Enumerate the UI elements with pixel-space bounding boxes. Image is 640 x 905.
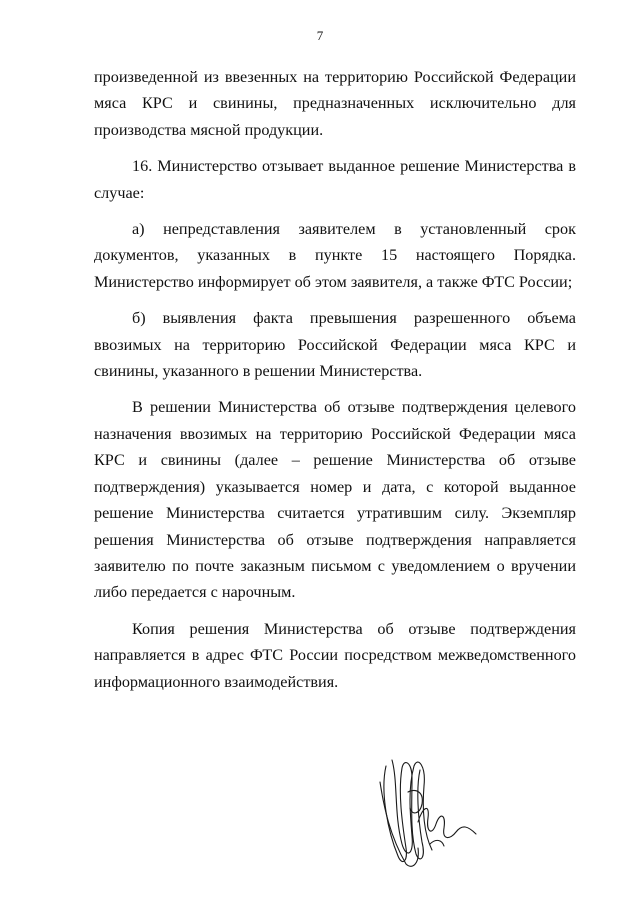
paragraph-subitem-b: б) выявления факта превышения разрешенного объема ввозимых на территорию Российской Федерации мяса КРС и свинины, указанного в решении Министерства. <box>94 309 576 381</box>
paragraph-revocation-decision: В решении Министерства об отзыве подтверждения целевого назначения ввозимых на территорию Российской Федерации мяса КРС и свинины (далее – решение Министерства об отзыве подтверждения) указывается номер и дата, с которой выданное решение Министерства считается утратившим силу. Экземпляр решения Министерства об отзыве подтверждения направляется заявителю по почте заказным письмом с уведомлением о вручении либо передается с нарочным. <box>94 398 576 602</box>
paragraph-continuation: произведенной из ввезенных на территорию Российской Федерации мяса КРС и свинины, предназначенных исключительно для производства мясной продукции. <box>94 68 576 139</box>
handwritten-signature <box>372 752 482 872</box>
body-text <box>94 64 576 705</box>
paragraph-item-16: 16. Министерство отзывает выданное решение Министерства в случае: <box>94 157 576 202</box>
paragraph-subitem-a: а) непредставления заявителем в установленный срок документов, указанных в пункте 15 настоящего Порядка. Министерство информирует об этом заявителя, а также ФТС России; <box>94 220 576 291</box>
paragraph-copy-to-fts: Копия решения Министерства об отзыве подтверждения направляется в адрес ФТС России посредством межведомственного информационного взаимодействия. <box>94 619 576 691</box>
page-number: 7 <box>316 28 324 43</box>
